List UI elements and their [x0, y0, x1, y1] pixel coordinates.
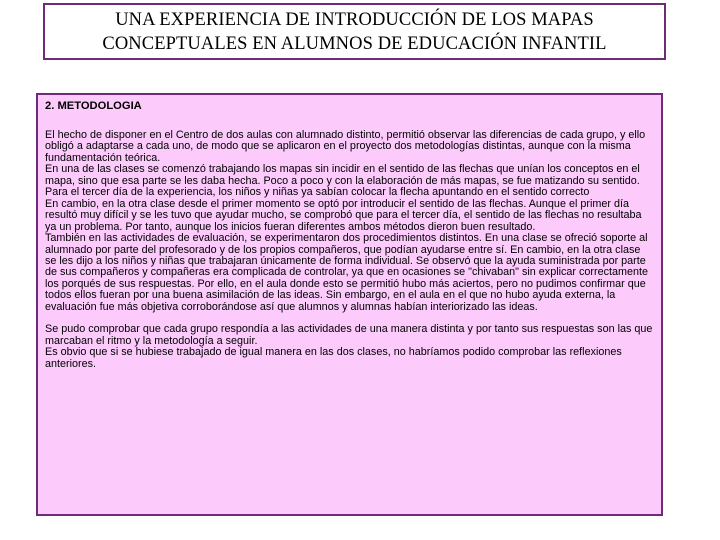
paragraph-6: Es obvio que si se hubiese trabajado de igual manera en las dos clases, no habríamos podido comprobar las reflexiones anteriores.: [45, 346, 622, 370]
page-title: [102, 8, 606, 56]
paragraph-5: Se pudo comprobar que cada grupo respondía a las actividades de una manera distinta y por tanto sus respuestas son las que marcaban el ritmo y la metodología a seguir.: [45, 323, 653, 347]
title-box: [43, 3, 666, 60]
paragraph-1: El hecho de disponer en el Centro de dos aulas con alumnado distinto, permitió observar las diferencias de cada grupo, y ello obligó a adaptarse a cada uno, de modo que se aplicaron en el proyecto dos metodologías distintas, aunque con la misma fundamentación teórica.: [45, 129, 646, 164]
section-heading: 2. METODOLOGIA: [45, 100, 142, 112]
title-line-1: UNA EXPERIENCIA DE INTRODUCCIÓN DE LOS MAPAS: [115, 9, 594, 30]
paragraph-3: En cambio, en la otra clase desde el primer momento se optó por introducir el sentido de las flechas. Aunque el primer día resultó muy difícil y se les tuvo que ayudar mucho, se comprobó que para el tercer día, el sentido de las flechas no resultaba ya un problema. Por tanto, aunque los inicios fueran diferentes ambos métodos dieron buen resultado.: [45, 197, 642, 233]
paragraph-4: También en las actividades de evaluación, se experimentaron dos procedimientos distintos. En una clase se ofreció soporte al alumnado por parte del profesorado y de los propios compañeros, que podían ayudarse entre sí. En cambio, en la otra clase se les dijo a los niños y niñas que trabajaran únicamente de forma individual. Se observó que la ayuda suministrada por parte de sus compañeros y compañeras era complicada de controlar, ya que en ocasiones se "chivaban" sin explicar correctamente los porqués de sus respuestas. Por ello, en el aula donde esto se permitió hubo más aciertos, pero no pudimos confirmar que todos ellos fueran por una buena asimilación de las ideas. Sin embargo, en el aula en el que no hubo ayuda externa, la evaluación fue más objetiva corroborándose así que alumnos y alumnas habían interiorizado las ideas.: [45, 232, 649, 313]
title-line-2: CONCEPTUALES EN ALUMNOS DE EDUCACIÓN INFANTIL: [102, 33, 607, 54]
paragraph-2: En una de las clases se comenzó trabajando los mapas sin incidir en el sentido de las flechas que unían los conceptos en el mapa, sino que esa parte se les daba hecha. Poco a poco y con la elaboración de más mapas, se fue matizando su sentido. Para el tercer día de la experiencia, los niños y niñas ya sabían colocar la flecha apuntando en el sentido correcto: [45, 163, 640, 199]
methodology-section: [36, 93, 663, 516]
